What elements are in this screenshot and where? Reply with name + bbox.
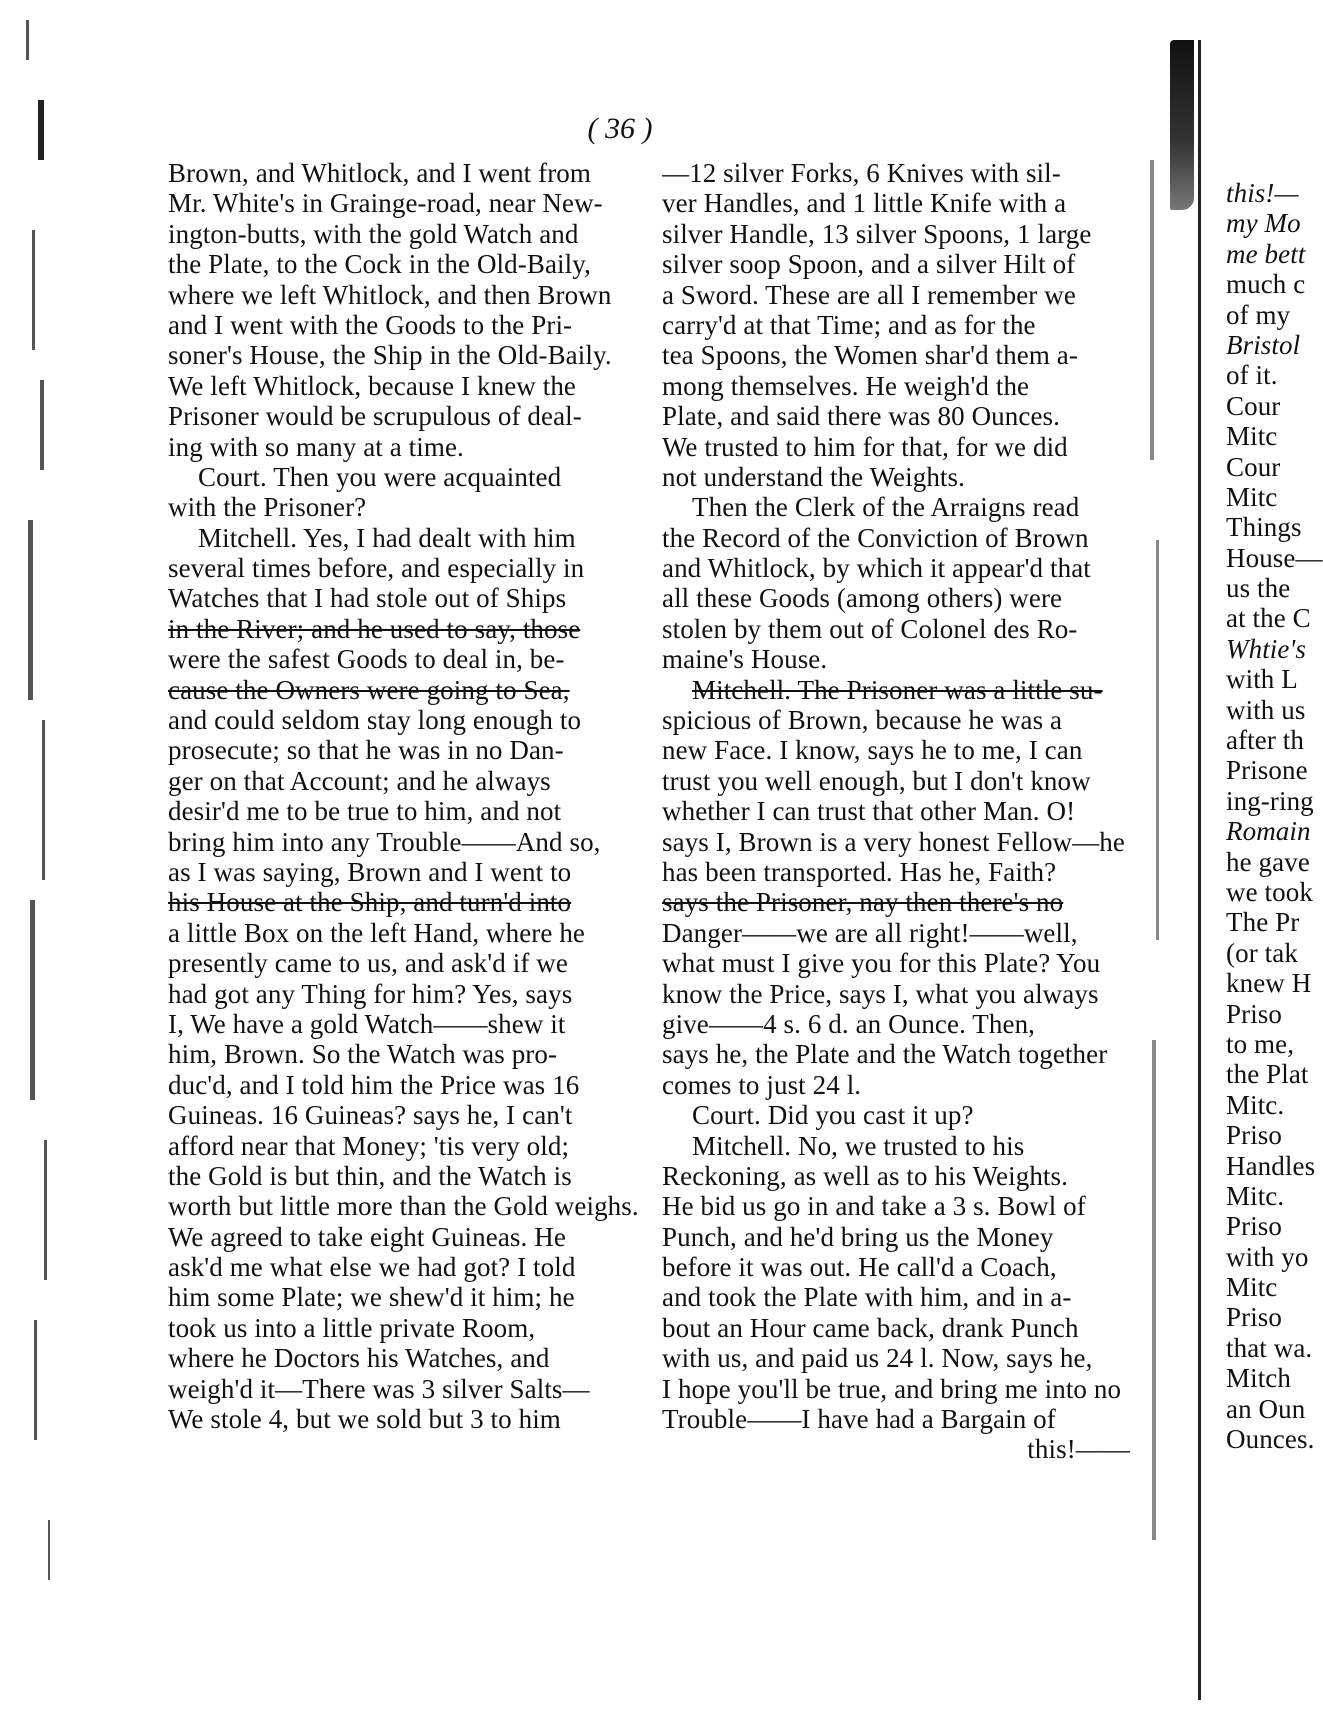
text-line: the Plate, to the Cock in the Old-Baily, (168, 249, 591, 280)
text-line: my Mo (1226, 208, 1301, 239)
text-line: trust you well enough, but I don't know (662, 765, 1091, 796)
text-line: Court. Did you cast it up? (692, 1100, 974, 1131)
text-line: tea Spoons, the Women shar'd them a- (662, 340, 1078, 371)
text-line: weigh'd it—There was 3 silver Salts— (168, 1373, 590, 1404)
text-line: were the safest Goods to deal in, be- (168, 644, 565, 675)
text-line: us the (1226, 573, 1291, 604)
text-line: the Plat (1226, 1059, 1309, 1090)
text-line: comes to just 24 l. (662, 1069, 862, 1100)
text-line: silver Handle, 13 silver Spoons, 1 large (662, 218, 1092, 249)
text-line: Prisoner would be scrupulous of deal- (168, 401, 582, 432)
text-line: Mitc (1226, 421, 1278, 452)
right-text-column (662, 158, 1140, 1465)
text-line: Bristol (1226, 329, 1301, 360)
text-line: (or tak (1226, 937, 1298, 968)
text-line: Mitchell. The Prisoner was a little su- (692, 674, 1103, 705)
right-margin-scan-noise (1150, 40, 1210, 1710)
text-line: maine's House. (662, 644, 828, 675)
text-line: bout an Hour came back, drank Punch (662, 1312, 1079, 1343)
text-line: Trouble——I have had a Bargain of (662, 1404, 1056, 1435)
text-line: and could seldom stay long enough to (168, 705, 582, 736)
text-line: whether I can trust that other Man. O! (662, 796, 1076, 827)
text-line: had got any Thing for him? Yes, says (168, 978, 573, 1009)
text-line: much c (1226, 269, 1306, 300)
text-line: and I went with the Goods to the Pri- (168, 309, 573, 340)
text-line: Ounces. (1226, 1424, 1315, 1455)
text-line: Priso (1226, 1211, 1283, 1242)
text-line: Cour (1226, 451, 1281, 482)
text-line: Then the Clerk of the Arraigns read (692, 492, 1080, 523)
text-line: says he, the Plate and the Watch together (662, 1039, 1108, 1070)
text-line: Handles (1226, 1150, 1316, 1181)
text-line: ver Handles, and 1 little Knife with a (662, 188, 1067, 219)
text-line: with us (1226, 694, 1306, 725)
text-line: knew H (1226, 968, 1312, 999)
text-line: worth but little more than the Gold weighs. (168, 1191, 639, 1222)
text-line: where we left Whitlock, and then Brown (168, 279, 612, 310)
text-line: Guineas. 16 Guineas? says he, I can't (168, 1100, 573, 1131)
text-line: a Sword. These are all I remember we (662, 279, 1076, 310)
text-line: Punch, and he'd bring us the Money (662, 1221, 1054, 1252)
text-line: I, We have a gold Watch——shew it (168, 1008, 566, 1039)
page-spine (1198, 40, 1201, 1700)
text-line: spicious of Brown, because he was a (662, 705, 1063, 736)
text-line: mong themselves. He weigh'd the (662, 370, 1030, 401)
text-line: We agreed to take eight Guineas. He (168, 1221, 566, 1252)
text-line: after th (1226, 725, 1305, 756)
text-line: Prisone (1226, 755, 1308, 786)
text-line: Mitc. (1226, 1180, 1285, 1211)
text-line: He bid us go in and take a 3 s. Bowl of (662, 1191, 1086, 1222)
text-line: of it. (1226, 360, 1278, 391)
text-line: We stole 4, but we sold but 3 to him (168, 1404, 561, 1435)
text-line: Court. Then you were acquainted (198, 461, 562, 492)
text-line: new Face. I know, says he to me, I can (662, 735, 1083, 766)
text-line: with L (1226, 664, 1298, 695)
text-line: several times before, and especially in (168, 553, 585, 584)
text-line: at the C (1226, 603, 1311, 634)
text-line: Things (1226, 512, 1302, 543)
text-line: to me, (1226, 1028, 1295, 1059)
text-line: cause the Owners were going to Sea, (168, 674, 570, 705)
text-line: The Pr (1226, 907, 1300, 938)
text-line: Mitc. (1226, 1089, 1285, 1120)
text-line: afford near that Money; 'tis very old; (168, 1130, 570, 1161)
text-line: Romain (1226, 816, 1311, 847)
text-line: We left Whitlock, because I knew the (168, 370, 577, 401)
page-number: ( 36 ) (587, 112, 653, 145)
text-line: with yo (1226, 1241, 1309, 1272)
text-line: has been transported. Has he, Faith? (662, 856, 1057, 887)
text-line: Watches that I had stole out of Ships (168, 583, 567, 614)
text-line: and Whitlock, by which it appear'd that (662, 553, 1091, 584)
text-line: Plate, and said there was 80 Ounces. (662, 401, 1060, 432)
text-line: says the Prisoner, nay then there's no (662, 887, 1064, 918)
text-line: this!—— (1027, 1434, 1130, 1465)
text-line: know the Price, says I, what you always (662, 978, 1099, 1009)
text-line: with the Prisoner? (168, 492, 367, 523)
text-line: Whtie's (1226, 633, 1306, 664)
text-line: what must I give you for this Plate? You (662, 948, 1101, 979)
next-page-edge-column (1226, 178, 1323, 1454)
text-line: Mitchell. No, we trusted to his (692, 1130, 1025, 1161)
text-line: took us into a little private Room, (168, 1312, 536, 1343)
text-line: Brown, and Whitlock, and I went from (168, 158, 592, 188)
text-line: me bett (1226, 238, 1306, 269)
text-line: Reckoning, as well as to his Weights. (662, 1160, 1068, 1191)
text-line: ger on that Account; and he always (168, 765, 551, 796)
text-line: We trusted to him for that, for we did (662, 431, 1068, 462)
text-line: soner's House, the Ship in the Old-Baily. (168, 340, 612, 371)
text-line: Mitch (1226, 1363, 1291, 1394)
left-margin-scan-noise (18, 0, 78, 1719)
text-line: not understand the Weights. (662, 461, 965, 492)
text-line: with us, and paid us 24 l. Now, says he, (662, 1343, 1093, 1374)
text-line: Priso (1226, 1120, 1283, 1151)
text-line: —12 silver Forks, 6 Knives with sil- (662, 158, 1061, 188)
text-line: this!— (1226, 178, 1299, 208)
text-line: the Gold is but thin, and the Watch is (168, 1160, 572, 1191)
text-line: presently came to us, and ask'd if we (168, 948, 568, 979)
text-line: an Oun (1226, 1393, 1306, 1424)
text-line: stolen by them out of Colonel des Ro- (662, 613, 1078, 644)
text-line: Mitchell. Yes, I had dealt with him (198, 522, 576, 553)
text-line: duc'd, and I told him the Price was 16 (168, 1069, 580, 1100)
text-line: Cour (1226, 390, 1281, 421)
text-line: House— (1226, 542, 1323, 573)
text-line: prosecute; so that he was in no Dan- (168, 735, 564, 766)
text-line: ask'd me what else we had got? I told (168, 1252, 576, 1283)
text-line: his House at the Ship, and turn'd into (168, 887, 572, 918)
text-line: desir'd me to be true to him, and not (168, 796, 562, 827)
text-line: Mitc (1226, 1272, 1278, 1303)
text-line: as I was saying, Brown and I went to (168, 856, 572, 887)
text-line: before it was out. He call'd a Coach, (662, 1252, 1057, 1283)
text-line: in the River; and he used to say, those (168, 613, 581, 644)
text-line: bring him into any Trouble——And so, (168, 826, 601, 857)
text-line: carry'd at that Time; and as for the (662, 309, 1036, 340)
text-line: Priso (1226, 1302, 1283, 1333)
left-text-column (168, 158, 646, 1434)
text-line: Mr. White's in Grainge-road, near New- (168, 188, 603, 219)
text-line: a little Box on the left Hand, where he (168, 917, 586, 948)
text-line: the Record of the Conviction of Brown (662, 522, 1089, 553)
text-line: ing with so many at a time. (168, 431, 464, 462)
text-line: him, Brown. So the Watch was pro- (168, 1039, 558, 1070)
text-line: ing-ring (1226, 785, 1314, 816)
text-line: he gave (1226, 846, 1310, 877)
text-line: him some Plate; we shew'd it him; he (168, 1282, 575, 1313)
text-line: of my (1226, 299, 1291, 330)
text-line: Priso (1226, 998, 1283, 1029)
ink-blot (1170, 40, 1194, 210)
text-line: Mitc (1226, 481, 1278, 512)
text-line: we took (1226, 876, 1313, 907)
text-line: give——4 s. 6 d. an Ounce. Then, (662, 1008, 1036, 1039)
text-line: silver soop Spoon, and a silver Hilt of (662, 249, 1076, 280)
text-line: ington-butts, with the gold Watch and (168, 218, 579, 249)
text-line: I hope you'll be true, and bring me into no (662, 1373, 1122, 1404)
text-line: all these Goods (among others) were (662, 583, 1063, 614)
text-line: that wa. (1226, 1332, 1313, 1363)
text-line: Danger——we are all right!——well, (662, 917, 1078, 948)
text-line: and took the Plate with him, and in a- (662, 1282, 1072, 1313)
text-line: where he Doctors his Watches, and (168, 1343, 550, 1374)
text-line: says I, Brown is a very honest Fellow—he (662, 826, 1125, 857)
